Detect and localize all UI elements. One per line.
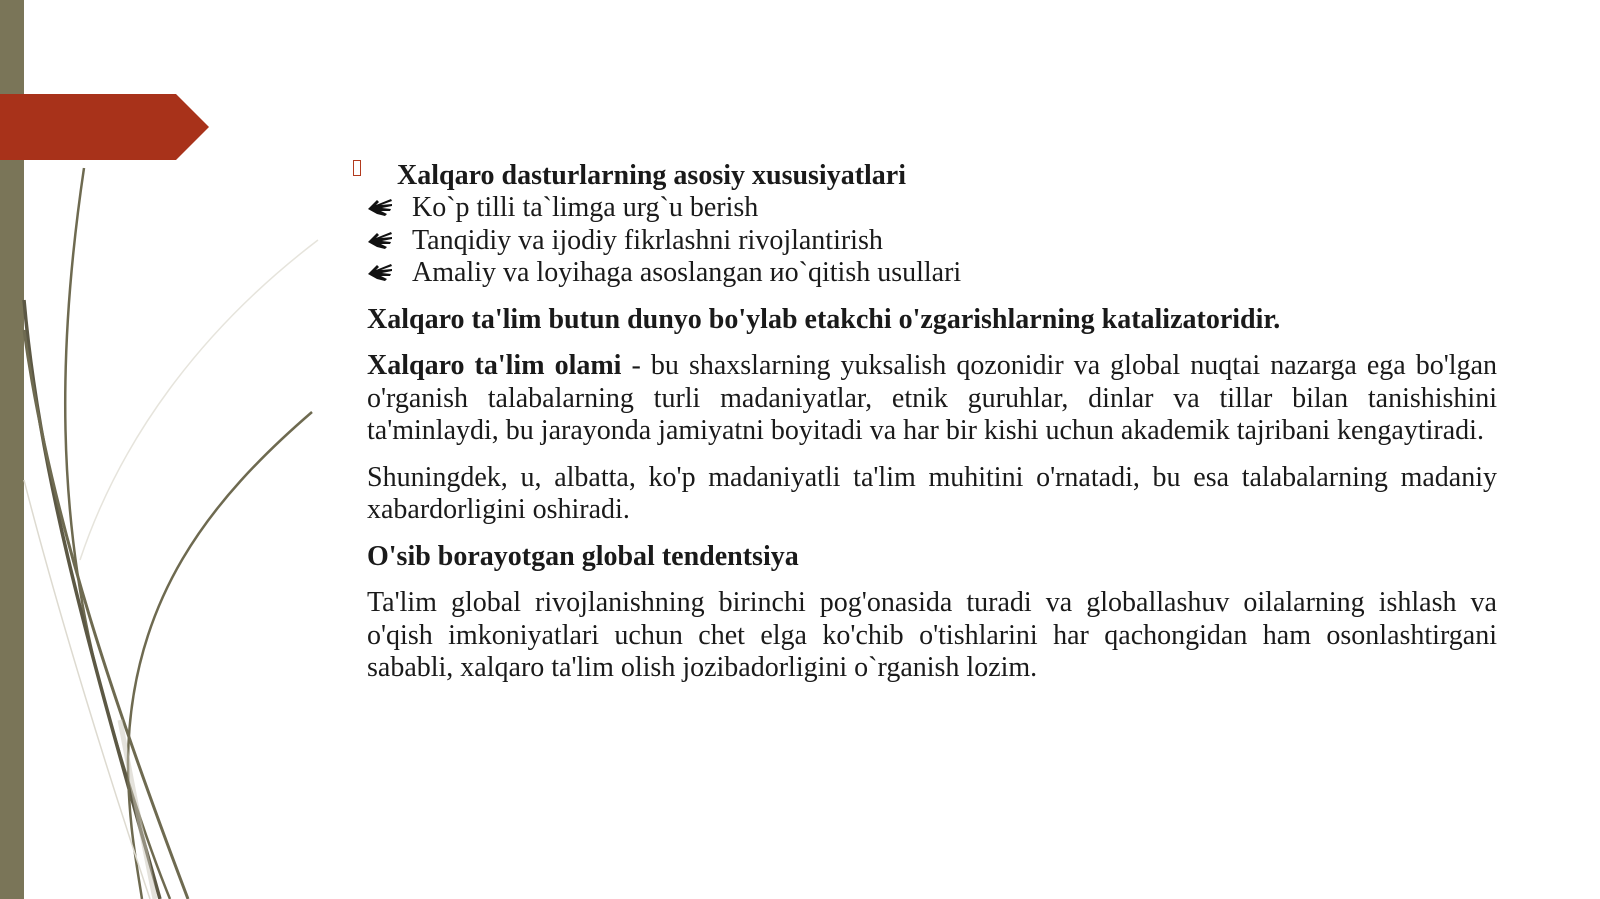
heading-marker-icon xyxy=(353,160,361,176)
subheading: O'sib borayotgan global tendentsiya xyxy=(367,540,799,572)
slide-content xyxy=(367,160,1497,685)
feature-list xyxy=(367,192,1497,290)
list-item-text: Amaliy va loyihaga asoslangan иo`qitish usullari xyxy=(412,257,962,288)
section-heading xyxy=(367,160,1497,192)
pointing-hand-icon xyxy=(367,229,393,251)
pointing-hand-icon xyxy=(367,196,393,218)
list-item xyxy=(367,192,1497,225)
paragraph-intro xyxy=(367,350,1497,448)
pointing-hand-icon xyxy=(367,261,393,283)
list-item-text: Tanqidiy va ijodiy fikrlashni rivojlantirish xyxy=(412,224,883,256)
paragraph-multicultural: Shuningdek, u, albatta, ko'p madaniyatli ta'lim muhitini o'rnatadi, bu esa talabalarning madaniy xabardorligini oshiradi. xyxy=(367,461,1497,525)
list-item xyxy=(367,257,1497,290)
key-statement: Xalqaro ta'lim butun dunyo bo'ylab etakchi o'zgarishlarning katalizatoridir. xyxy=(367,303,1281,335)
red-arrow-banner xyxy=(0,94,209,160)
list-item xyxy=(367,225,1497,258)
list-item-text: Ko`p tilli ta`limga urg`u berish xyxy=(412,192,759,223)
decorative-grass-graphic xyxy=(0,0,340,899)
paragraph-global-trend: Ta'lim global rivojlanishning birinchi pog'onasida turadi va globallashuv oilalarning ishlash va o'qish imkoniyatlari uchun chet elga ko'chib o'tishlarini har qachongidan ham osonlashtirgani sababli, xalqaro ta'lim olish jozibadorligini o`rganish lozim. xyxy=(367,587,1497,683)
paragraph-intro-lead: Xalqaro ta'lim olami xyxy=(367,350,622,381)
paragraph-intro-body: - bu shaxslarning yuksalish qozonidir va global nuqtai nazarga ega bo'lgan o'rganish talabalarning turli madaniyatlar, etnik guruhlar, dinlar va tillar bilan tanishishini ta'minlaydi, bu jarayonda jamiyatni boyitadi va har bir kishi uchun akademik tajribani kengaytiradi. xyxy=(367,350,1497,446)
heading-text: Xalqaro dasturlarning asosiy xususiyatlari xyxy=(397,160,907,191)
